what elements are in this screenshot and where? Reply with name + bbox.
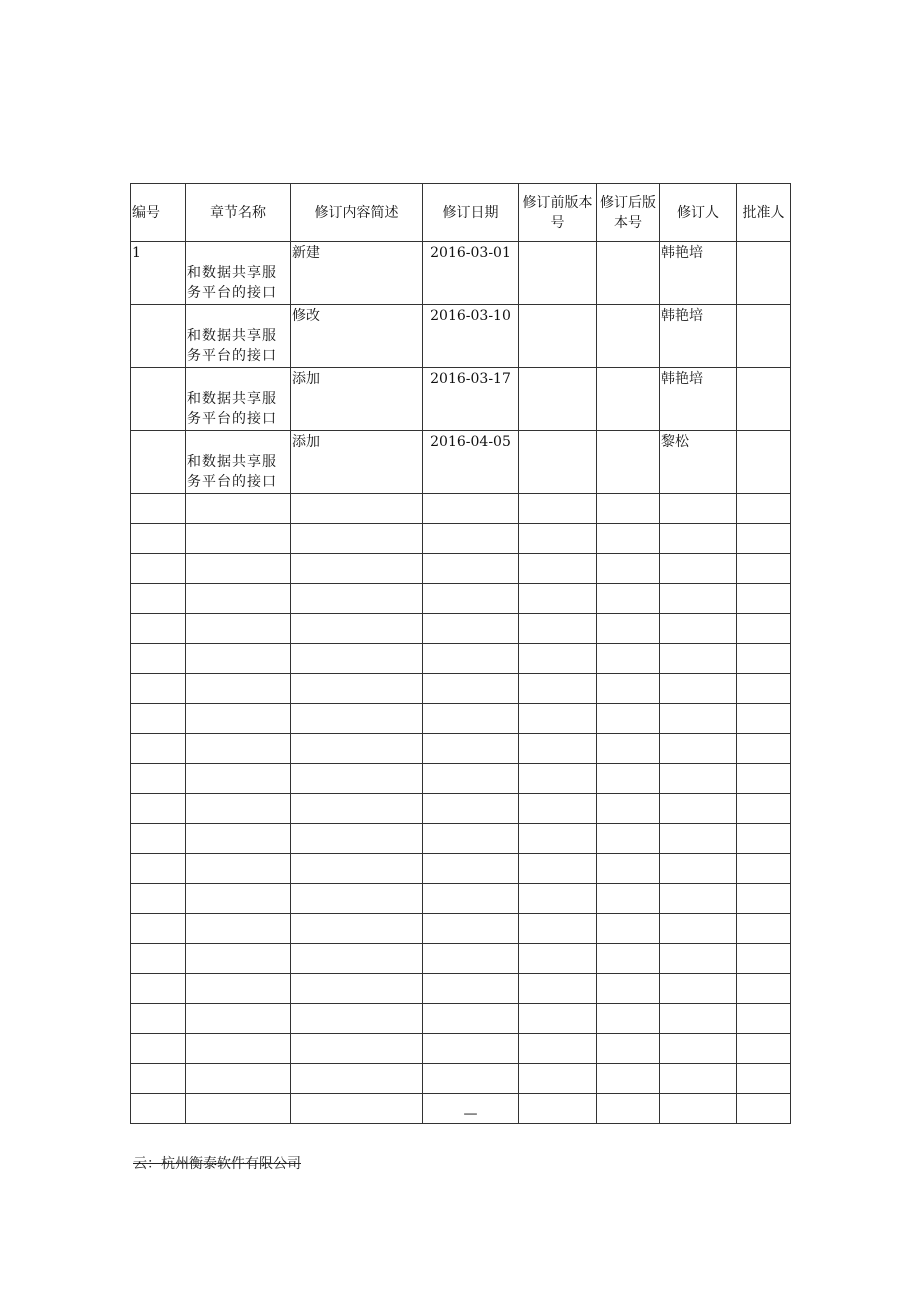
cell-summary: 修改 [291, 305, 423, 368]
empty-cell [519, 614, 597, 644]
empty-cell [131, 884, 186, 914]
empty-cell [131, 734, 186, 764]
empty-table-row [131, 734, 791, 764]
empty-cell [660, 494, 737, 524]
cell-reviser: 韩艳培 [660, 368, 737, 431]
empty-cell [423, 554, 519, 584]
table-row [131, 368, 791, 431]
empty-cell [597, 794, 660, 824]
cell-summary: 添加 [291, 431, 423, 494]
cell-version-after [597, 368, 660, 431]
empty-cell [291, 734, 423, 764]
cell-version-after [597, 431, 660, 494]
empty-cell [423, 704, 519, 734]
empty-cell [737, 854, 791, 884]
cell-id [131, 305, 186, 368]
empty-cell [291, 974, 423, 1004]
empty-cell [423, 584, 519, 614]
empty-cell [423, 524, 519, 554]
empty-cell [291, 494, 423, 524]
cell-version-before [519, 305, 597, 368]
cell-date: 2016-03-01 [423, 242, 519, 305]
empty-cell [423, 674, 519, 704]
empty-table-row [131, 854, 791, 884]
empty-cell [597, 494, 660, 524]
empty-cell [291, 1094, 423, 1124]
empty-cell [519, 854, 597, 884]
empty-cell [737, 644, 791, 674]
empty-cell [291, 854, 423, 884]
empty-cell [519, 524, 597, 554]
cell-id: 1 [131, 242, 186, 305]
empty-cell [519, 1094, 597, 1124]
chapter-text: 和数据共享服务平台的接口 [187, 265, 277, 301]
empty-cell [291, 794, 423, 824]
empty-cell [737, 1034, 791, 1064]
empty-cell [131, 854, 186, 884]
empty-cell [131, 614, 186, 644]
empty-table-row [131, 554, 791, 584]
empty-cell [660, 614, 737, 644]
empty-cell [597, 554, 660, 584]
empty-cell [597, 1064, 660, 1094]
empty-cell [291, 1064, 423, 1094]
empty-cell [423, 974, 519, 1004]
empty-cell [291, 1004, 423, 1034]
empty-table-row [131, 824, 791, 854]
empty-cell [186, 884, 291, 914]
empty-cell [660, 1034, 737, 1064]
empty-table-row [131, 524, 791, 554]
empty-cell [737, 1004, 791, 1034]
empty-cell [131, 674, 186, 704]
empty-cell [131, 824, 186, 854]
empty-cell [186, 1064, 291, 1094]
empty-cell [737, 884, 791, 914]
empty-cell [423, 884, 519, 914]
empty-cell [186, 1094, 291, 1124]
empty-cell [737, 764, 791, 794]
empty-cell [291, 554, 423, 584]
empty-table-row [131, 914, 791, 944]
empty-table-row [131, 884, 791, 914]
empty-cell [131, 1004, 186, 1034]
empty-cell [131, 794, 186, 824]
empty-cell [660, 674, 737, 704]
empty-cell [737, 914, 791, 944]
empty-cell [186, 584, 291, 614]
chapter-text: 和数据共享服务平台的接口 [187, 454, 277, 490]
empty-cell [660, 584, 737, 614]
cell-approver [737, 431, 791, 494]
empty-cell [131, 1094, 186, 1124]
empty-table-row [131, 1094, 791, 1124]
empty-cell [131, 644, 186, 674]
empty-cell [423, 494, 519, 524]
empty-cell [186, 764, 291, 794]
empty-table-row [131, 644, 791, 674]
empty-cell [660, 944, 737, 974]
empty-cell [737, 1064, 791, 1094]
empty-table-row [131, 974, 791, 1004]
empty-cell [660, 1004, 737, 1034]
empty-cell [737, 494, 791, 524]
empty-cell [597, 524, 660, 554]
empty-cell [519, 1034, 597, 1064]
cell-chapter [186, 305, 291, 368]
empty-cell [597, 884, 660, 914]
empty-cell [131, 944, 186, 974]
empty-cell [519, 794, 597, 824]
empty-cell [291, 584, 423, 614]
empty-cell [597, 704, 660, 734]
empty-cell [423, 1034, 519, 1064]
empty-cell [597, 614, 660, 644]
empty-table-row [131, 944, 791, 974]
empty-cell [291, 884, 423, 914]
empty-cell [660, 854, 737, 884]
header-version-before: 修订前版本号 [519, 184, 597, 242]
empty-cell [597, 764, 660, 794]
empty-cell [291, 674, 423, 704]
revision-history-table [130, 183, 791, 1124]
cell-summary: 添加 [291, 368, 423, 431]
empty-cell [131, 914, 186, 944]
empty-table-row [131, 494, 791, 524]
cell-summary: 新建 [291, 242, 423, 305]
cell-id [131, 368, 186, 431]
empty-cell [186, 824, 291, 854]
empty-cell [737, 614, 791, 644]
empty-cell [660, 704, 737, 734]
cell-id [131, 431, 186, 494]
empty-cell [519, 884, 597, 914]
empty-cell [186, 494, 291, 524]
empty-cell [131, 494, 186, 524]
empty-cell [597, 674, 660, 704]
empty-cell [660, 884, 737, 914]
empty-cell [660, 824, 737, 854]
empty-cell [737, 584, 791, 614]
empty-table-row [131, 1064, 791, 1094]
table-row [131, 242, 791, 305]
cell-version-before [519, 431, 597, 494]
empty-table-row [131, 794, 791, 824]
empty-cell [131, 764, 186, 794]
empty-cell [186, 854, 291, 884]
dash-mark: — [423, 1094, 519, 1124]
empty-table-row [131, 1034, 791, 1064]
cell-approver [737, 368, 791, 431]
empty-cell [737, 674, 791, 704]
cell-reviser: 韩艳培 [660, 242, 737, 305]
empty-cell [660, 974, 737, 1004]
empty-cell [131, 524, 186, 554]
empty-cell [291, 704, 423, 734]
empty-cell [291, 1034, 423, 1064]
cell-reviser: 黎松 [660, 431, 737, 494]
empty-cell [291, 824, 423, 854]
empty-cell [186, 554, 291, 584]
cell-version-before [519, 242, 597, 305]
header-version-after: 修订后版本号 [597, 184, 660, 242]
empty-cell [186, 614, 291, 644]
cell-approver [737, 242, 791, 305]
empty-cell [519, 914, 597, 944]
empty-cell [519, 644, 597, 674]
empty-table-row [131, 614, 791, 644]
empty-cell [423, 914, 519, 944]
cell-version-after [597, 305, 660, 368]
empty-cell [519, 824, 597, 854]
empty-cell [186, 914, 291, 944]
empty-cell [597, 914, 660, 944]
empty-cell [519, 734, 597, 764]
cell-approver [737, 305, 791, 368]
empty-cell [737, 554, 791, 584]
empty-cell [660, 1064, 737, 1094]
empty-cell [291, 644, 423, 674]
empty-cell [186, 794, 291, 824]
empty-table-row [131, 1004, 791, 1034]
chapter-text: 和数据共享服务平台的接口 [187, 328, 277, 364]
empty-cell [660, 764, 737, 794]
empty-cell [597, 1094, 660, 1124]
company-footer: 云：杭州衡泰软件有限公司 [133, 1156, 301, 1172]
empty-table-row [131, 674, 791, 704]
empty-cell [660, 644, 737, 674]
empty-cell [186, 734, 291, 764]
cell-chapter [186, 431, 291, 494]
table-row [131, 305, 791, 368]
empty-table-row [131, 704, 791, 734]
header-row [131, 184, 791, 242]
empty-cell [186, 974, 291, 1004]
empty-cell [597, 944, 660, 974]
chapter-text: 和数据共享服务平台的接口 [187, 391, 277, 427]
empty-cell [131, 974, 186, 1004]
header-chapter: 章节名称 [186, 184, 291, 242]
empty-cell [737, 524, 791, 554]
empty-cell [423, 644, 519, 674]
empty-cell [597, 854, 660, 884]
header-date: 修订日期 [423, 184, 519, 242]
empty-cell [519, 494, 597, 524]
empty-cell [291, 524, 423, 554]
header-reviser: 修订人 [660, 184, 737, 242]
cell-version-before [519, 368, 597, 431]
empty-cell [291, 914, 423, 944]
empty-cell [423, 1004, 519, 1034]
empty-cell [186, 674, 291, 704]
cell-chapter [186, 242, 291, 305]
empty-cell [423, 944, 519, 974]
empty-cell [186, 524, 291, 554]
header-summary: 修订内容简述 [291, 184, 423, 242]
empty-cell [737, 1094, 791, 1124]
empty-cell [186, 644, 291, 674]
empty-cell [597, 734, 660, 764]
header-id: 编号 [131, 184, 186, 242]
empty-cell [597, 584, 660, 614]
empty-cell [519, 554, 597, 584]
empty-cell [597, 824, 660, 854]
empty-cell [519, 1004, 597, 1034]
empty-cell [291, 614, 423, 644]
empty-cell [423, 854, 519, 884]
empty-cell [291, 944, 423, 974]
table-row [131, 431, 791, 494]
empty-cell [660, 524, 737, 554]
empty-cell [186, 704, 291, 734]
empty-cell [519, 674, 597, 704]
empty-cell [131, 1064, 186, 1094]
empty-cell [423, 614, 519, 644]
empty-cell [186, 944, 291, 974]
empty-cell [519, 764, 597, 794]
empty-cell [423, 764, 519, 794]
empty-cell [519, 584, 597, 614]
empty-cell [660, 734, 737, 764]
empty-cell [660, 1094, 737, 1124]
empty-cell [131, 584, 186, 614]
empty-cell [660, 914, 737, 944]
empty-cell [597, 974, 660, 1004]
empty-cell [660, 554, 737, 584]
empty-cell [131, 1034, 186, 1064]
empty-cell [423, 734, 519, 764]
empty-cell [186, 1034, 291, 1064]
empty-table-row [131, 584, 791, 614]
empty-cell [737, 734, 791, 764]
cell-chapter [186, 368, 291, 431]
empty-cell [131, 554, 186, 584]
empty-cell [423, 1064, 519, 1094]
empty-cell [737, 794, 791, 824]
empty-cell [519, 944, 597, 974]
empty-cell [737, 704, 791, 734]
cell-version-after [597, 242, 660, 305]
cell-date: 2016-04-05 [423, 431, 519, 494]
empty-cell [737, 974, 791, 1004]
empty-cell [131, 704, 186, 734]
empty-cell [423, 824, 519, 854]
empty-cell [186, 1004, 291, 1034]
empty-cell [291, 764, 423, 794]
empty-table-row [131, 764, 791, 794]
empty-cell [597, 1034, 660, 1064]
empty-cell [519, 974, 597, 1004]
header-approver: 批准人 [737, 184, 791, 242]
cell-reviser: 韩艳培 [660, 305, 737, 368]
empty-cell [519, 704, 597, 734]
empty-cell [519, 1064, 597, 1094]
empty-cell [423, 794, 519, 824]
empty-cell [597, 644, 660, 674]
cell-date: 2016-03-17 [423, 368, 519, 431]
cell-date: 2016-03-10 [423, 305, 519, 368]
empty-cell [737, 824, 791, 854]
empty-cell [737, 944, 791, 974]
empty-cell [597, 1004, 660, 1034]
empty-cell [660, 794, 737, 824]
